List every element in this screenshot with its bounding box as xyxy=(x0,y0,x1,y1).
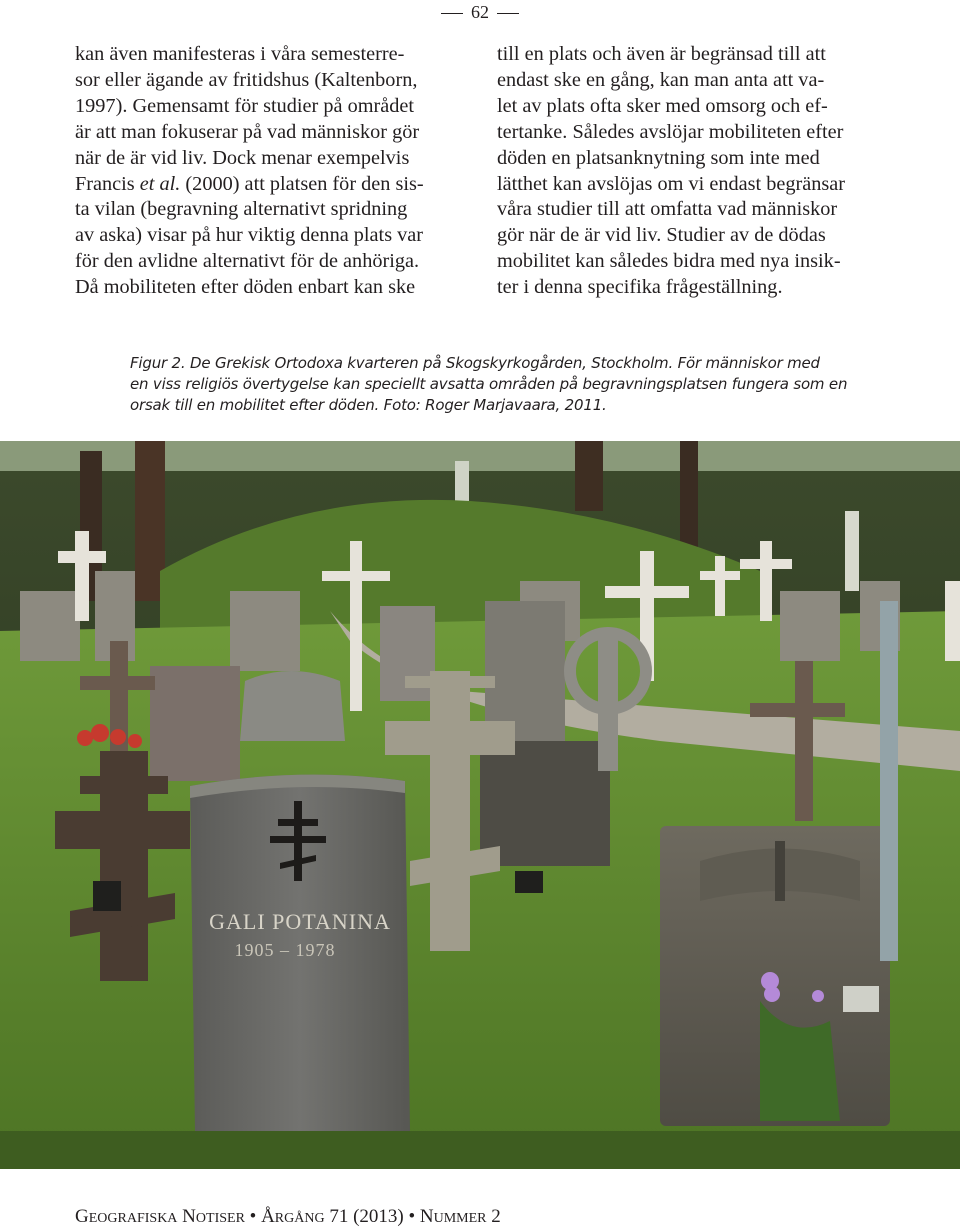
text-line: endast ske en gång, kan man anta att va- xyxy=(497,68,825,91)
text-line: är att man fokuserar på vad människor gör xyxy=(75,120,420,143)
page-number xyxy=(0,2,960,23)
year-label-rest: RGÅNG xyxy=(274,1211,325,1226)
headstone-gali-potanina xyxy=(190,775,410,1131)
number-label-initial: N xyxy=(419,1206,434,1227)
footer-separator: • xyxy=(408,1206,416,1227)
et-al: et al. xyxy=(139,172,181,195)
text-line: för den avlidne alternativt för de anhöriga. xyxy=(75,250,420,273)
text-line: döden en platsanknytning som inte med xyxy=(497,146,820,169)
caption-line: en viss religiös övertygelse kan speciellt avsatta områden på begravningsplatsen fungera som en xyxy=(130,375,848,393)
left-column xyxy=(75,42,473,301)
text-line: till en plats och även är begränsad till att xyxy=(497,43,826,65)
text-line xyxy=(75,172,473,198)
cemetery-photo xyxy=(0,441,960,1169)
number-label-rest: UMMER xyxy=(433,1211,487,1226)
journal-name2-initial: N xyxy=(182,1206,196,1227)
text-line: våra studier till att omfatta vad människor xyxy=(497,198,838,221)
journal-name-rest: EOGRAFISKA xyxy=(88,1211,178,1226)
text-line: 1997). Gemensamt för studier på området xyxy=(75,94,415,117)
page-number-value: 62 xyxy=(471,2,489,22)
text-line: mobilitet kan således bidra med nya insik- xyxy=(497,250,841,273)
issue-number: 2 xyxy=(491,1206,501,1227)
text-line: ter i denna specifika frågeställning. xyxy=(497,276,783,299)
text-line: tertanke. Således avslöjar mobiliteten efter xyxy=(497,120,844,143)
year-label-initial: Å xyxy=(261,1206,275,1227)
journal-name-initial: G xyxy=(75,1206,89,1227)
journal-name2-rest: OTISER xyxy=(195,1211,245,1226)
journal-footer xyxy=(75,1206,501,1228)
text-line: ta vilan (begravning alternativt spridning xyxy=(75,198,408,221)
right-column xyxy=(497,42,895,301)
text-line: av aska) visar på hur viktig denna plats var xyxy=(75,224,424,247)
figure-caption xyxy=(130,353,850,416)
text-line: let av plats ofta sker med omsorg och ef- xyxy=(497,94,828,117)
dash-left xyxy=(441,13,463,14)
text-line: sor eller ägande av fritidshus (Kaltenborn, xyxy=(75,68,418,91)
volume: 71 (2013) xyxy=(329,1206,404,1227)
footer-separator: • xyxy=(249,1206,257,1227)
text-line: Då mobiliteten efter döden enbart kan ske xyxy=(75,276,416,299)
caption-line: orsak till en mobilitet efter döden. Foto: Roger Marjavaara, 2011. xyxy=(130,396,607,414)
cemetery-illustration xyxy=(0,441,960,1169)
dash-right xyxy=(497,13,519,14)
author-name: Francis xyxy=(75,172,140,195)
caption-line: Figur 2. De Grekisk Ortodoxa kvarteren på Skogskyrkogården, Stockholm. För människor med xyxy=(130,354,820,372)
text-line: när de är vid liv. Dock menar exempelvis xyxy=(75,146,410,169)
text-line: kan även manifesteras i våra semesterre- xyxy=(75,43,405,65)
headstone-name: GALI POTANINA xyxy=(209,909,391,934)
text-line: gör när de är vid liv. Studier av de dödas xyxy=(497,224,826,247)
text-line-rest: (2000) att platsen för den sis- xyxy=(185,172,424,195)
headstone-years: 1905 – 1978 xyxy=(234,940,336,960)
text-line: lätthet kan avslöjas om vi endast begränsar xyxy=(497,172,846,195)
